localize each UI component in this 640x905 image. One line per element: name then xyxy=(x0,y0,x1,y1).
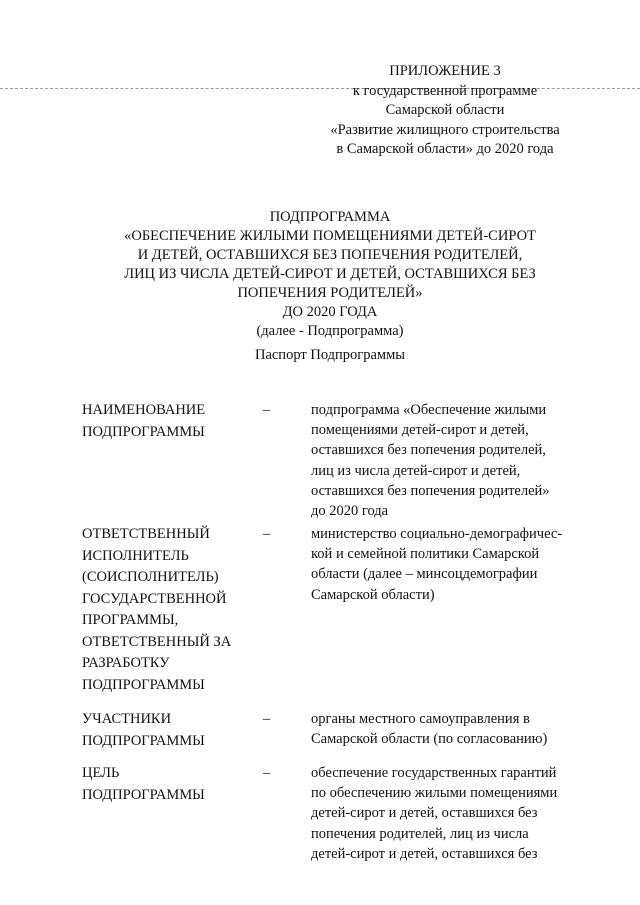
annex-line: ПРИЛОЖЕНИЕ 3 xyxy=(389,63,501,79)
annex-line: к государственной программе xyxy=(352,82,538,99)
row-label-line: ГОСУДАРСТВЕННОЙ xyxy=(82,590,227,607)
row-label-line: ЦЕЛЬ xyxy=(82,765,120,781)
row-label-line: ИСПОЛНИТЕЛЬ xyxy=(82,547,189,564)
row-value: подпрограмма «Обеспечение жилыми помещениями детей-сирот и детей, оставшихся без попечения родителей, лиц из числа детей-сирот и детей, оставшихся без попечения родителей» до 2020 года xyxy=(311,402,550,520)
title-line: ПОПЕЧЕНИЯ РОДИТЕЛЕЙ» xyxy=(237,285,423,301)
row-label-line: НАИМЕНОВАНИЕ xyxy=(82,402,206,418)
row-label xyxy=(82,763,257,806)
row-dash: – xyxy=(263,711,271,727)
title-line: ДО 2020 ГОДА xyxy=(282,304,378,320)
annex-line: Самарской области xyxy=(385,102,505,118)
row-dash: – xyxy=(263,402,271,418)
title-line: «ОБЕСПЕЧЕНИЕ ЖИЛЫМИ ПОМЕЩЕНИЯМИ ДЕТЕЙ-СИРОТ xyxy=(124,228,536,244)
row-label-line: ПРОГРАММЫ, xyxy=(82,612,179,628)
document-title xyxy=(80,208,580,341)
annex-line: «Развитие жилищного строительства xyxy=(330,121,560,138)
row-label-line: ПОДПРОГРАММЫ xyxy=(82,676,205,693)
row-label-line: ОТВЕТСТВЕННЫЙ xyxy=(82,526,210,542)
row-label-line: ПОДПРОГРАММЫ xyxy=(82,786,205,803)
row-value: органы местного самоуправления в Самарской области (по согласованию) xyxy=(311,711,548,748)
row-label-line: ПОДПРОГРАММЫ xyxy=(82,423,205,440)
row-label-line: ПОДПРОГРАММЫ xyxy=(82,732,205,749)
row-label xyxy=(82,709,257,752)
row-dash: – xyxy=(263,526,271,542)
row-label xyxy=(82,524,257,696)
row-label-line: (СОИСПОЛНИТЕЛЬ) xyxy=(82,569,219,585)
title-line: ЛИЦ ИЗ ЧИСЛА ДЕТЕЙ-СИРОТ И ДЕТЕЙ, ОСТАВШИХСЯ БЕЗ xyxy=(124,266,536,282)
row-label-line: УЧАСТНИКИ xyxy=(82,711,172,727)
title-line: И ДЕТЕЙ, ОСТАВШИХСЯ БЕЗ ПОПЕЧЕНИЯ РОДИТЕЛЕЙ, xyxy=(137,247,523,263)
title-line: ПОДПРОГРАММА xyxy=(269,209,391,225)
row-label-line: РАЗРАБОТКУ xyxy=(82,655,170,671)
row-value: обеспечение государственных гарантий по обеспечению жилыми помещениями детей-сирот и детей, оставшихся без попечения родителей, лиц из числа детей-сирот и детей, оставшихся без xyxy=(311,765,558,862)
title-line: (далее - Подпрограмма) xyxy=(256,323,404,339)
row-value: министерство социально-демографичес- кой и семейной политики Самарской области (далее – минсоцдемографии Самарской области) xyxy=(311,526,563,603)
annex-header xyxy=(300,62,590,160)
row-label-line: ОТВЕТСТВЕННЫЙ ЗА xyxy=(82,633,232,650)
row-label xyxy=(82,400,257,443)
annex-line: в Самарской области» до 2020 года xyxy=(336,141,554,157)
passport-heading: Паспорт Подпрограммы xyxy=(254,347,406,363)
row-dash: – xyxy=(263,765,271,781)
